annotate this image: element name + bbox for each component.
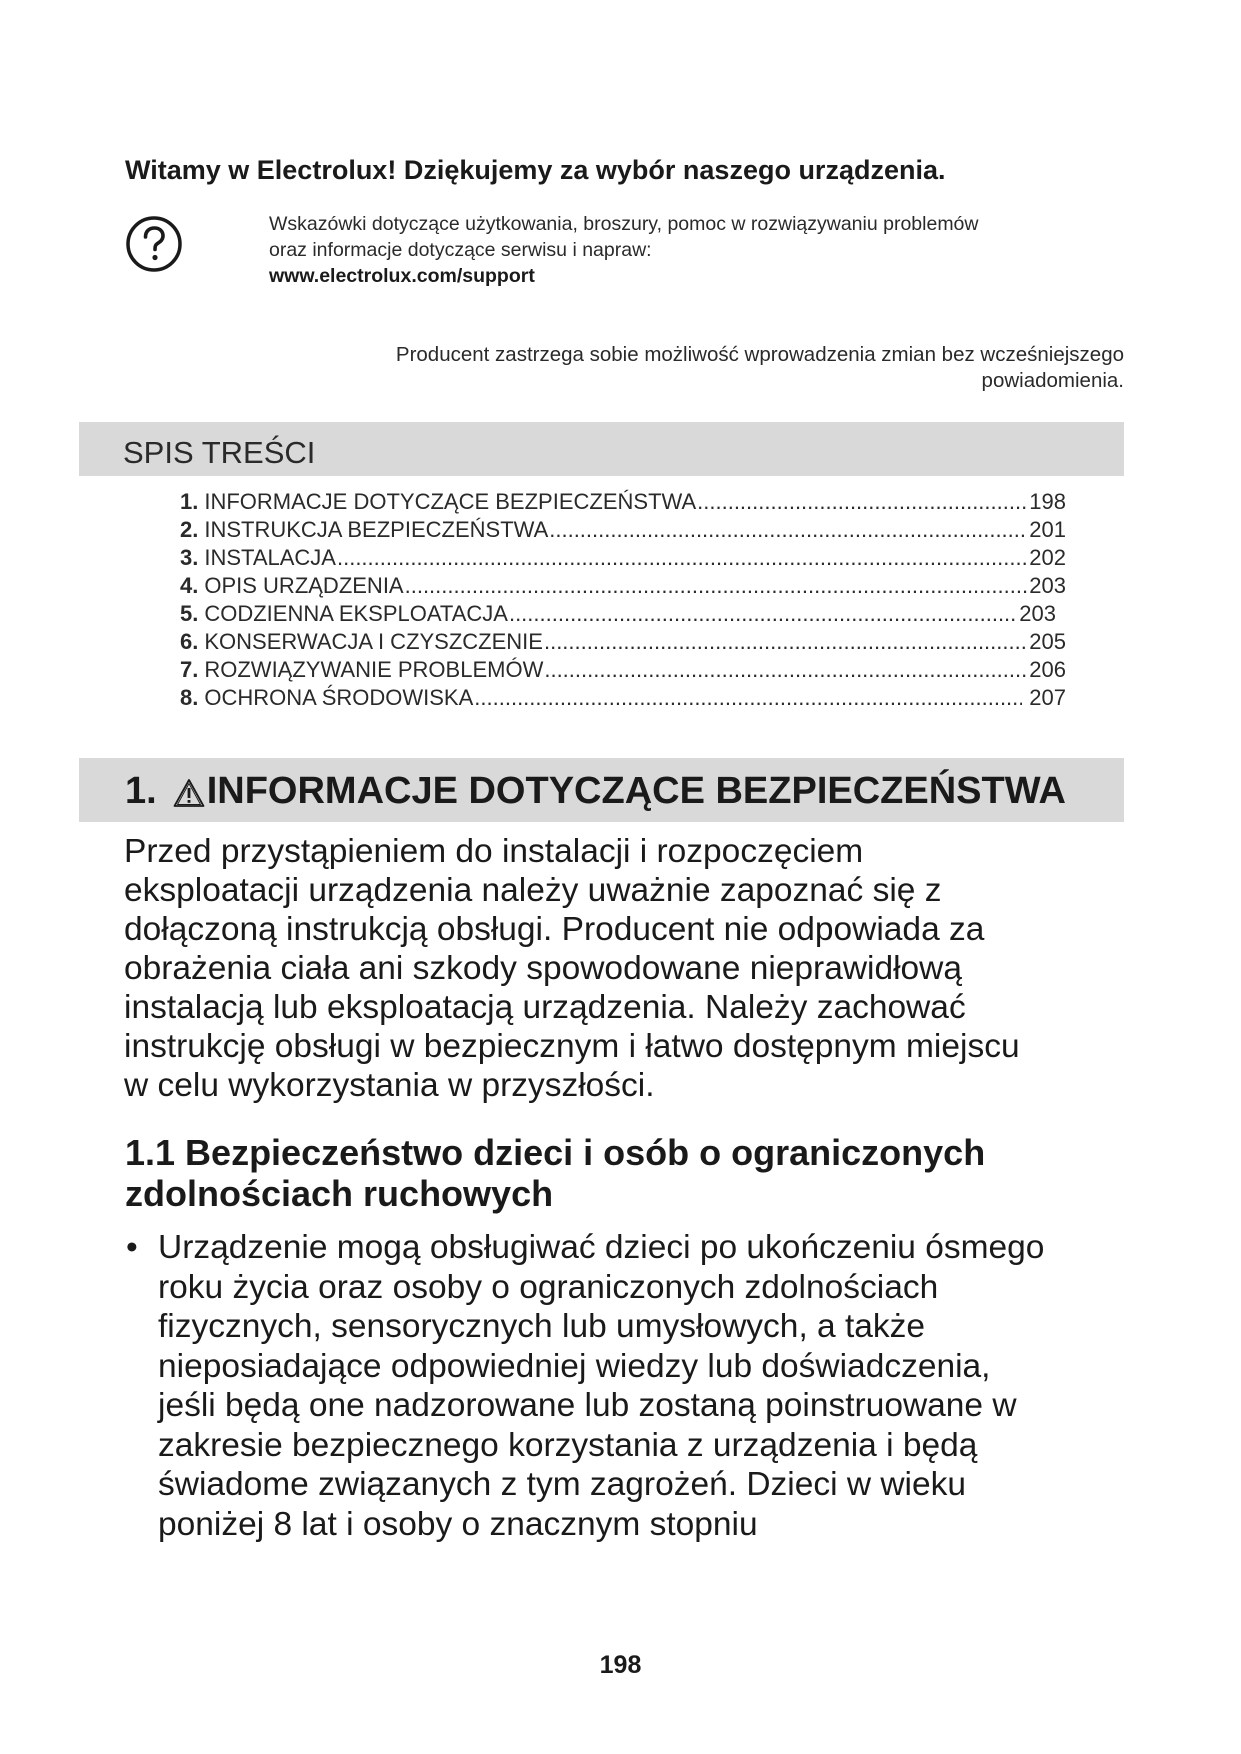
toc-item-number: 2. bbox=[180, 517, 199, 542]
warning-triangle-icon bbox=[173, 778, 205, 808]
intro-line: obrażenia ciała ani szkody spowodowane nieprawidłową bbox=[124, 950, 963, 987]
toc-item-label: OPIS URZĄDZENIA bbox=[204, 573, 404, 598]
bullet-line: świadome związanych z tym zagrożeń. Dzieci w wieku bbox=[158, 1466, 967, 1503]
toc-item[interactable] bbox=[180, 628, 1066, 656]
bullet-line: fizycznych, sensorycznych lub umysłowych, a także bbox=[158, 1308, 926, 1345]
support-line-1: Wskazówki dotyczące użytkowania, broszury, pomoc w rozwiązywaniu problemów bbox=[269, 213, 979, 235]
toc-item-page: 202 bbox=[1029, 545, 1066, 570]
disclaimer-line-1: Producent zastrzega sobie możliwość wprowadzenia zmian bez wcześniejszego bbox=[395, 343, 1124, 366]
support-url-link[interactable]: www.electrolux.com/support bbox=[269, 265, 535, 287]
bullet-line: poniżej 8 lat i osoby o znacznym stopniu bbox=[158, 1505, 758, 1543]
toc-item-label: INFORMACJE DOTYCZĄCE BEZPIECZEŃSTWA bbox=[204, 489, 697, 514]
toc-item-label: CODZIENNA EKSPLOATACJA bbox=[204, 601, 508, 626]
intro-line: eksploatacji urządzenia należy uważnie zapoznać się z bbox=[124, 872, 942, 909]
section-1-title bbox=[125, 770, 1066, 813]
disclaimer-line-2: powiadomienia. bbox=[981, 369, 1124, 392]
intro-line: instalacją lub eksploatacją urządzenia. Należy zachować bbox=[124, 989, 966, 1026]
intro-line: w celu wykorzystania w przyszłości. bbox=[124, 1067, 655, 1104]
toc-item-page: 203 bbox=[1019, 601, 1056, 626]
section-1-number: 1. bbox=[125, 770, 157, 812]
question-circle-icon bbox=[124, 214, 184, 274]
toc-item-page: 203 bbox=[1029, 573, 1066, 598]
toc-item-number: 7. bbox=[180, 657, 199, 682]
toc-item-number: 5. bbox=[180, 601, 199, 626]
toc-item-label: INSTALACJA bbox=[204, 545, 336, 570]
toc-item-number: 3. bbox=[180, 545, 199, 570]
toc-leader-dots bbox=[544, 656, 1028, 684]
disclaimer bbox=[224, 342, 1124, 394]
intro-line: instrukcję obsługi w bezpiecznym i łatwo dostępnym miejscu bbox=[124, 1028, 1020, 1065]
table-of-contents bbox=[180, 488, 1066, 712]
support-line-2: oraz informacje dotyczące serwisu i napraw: bbox=[269, 239, 652, 261]
bullet-line: roku życia oraz osoby o ograniczonych zdolnościach bbox=[158, 1268, 939, 1306]
toc-item-page: 205 bbox=[1029, 629, 1066, 654]
toc-leader-dots bbox=[337, 544, 1028, 572]
toc-item[interactable] bbox=[180, 684, 1066, 712]
toc-leader-dots bbox=[697, 488, 1028, 516]
toc-item-label: INSTRUKCJA BEZPIECZEŃSTWA bbox=[204, 517, 549, 542]
section-header-band bbox=[79, 758, 1124, 822]
page-number: 198 bbox=[599, 1651, 642, 1679]
support-info bbox=[269, 211, 978, 289]
toc-header-band bbox=[79, 422, 1124, 476]
bullet-line: zakresie bezpiecznego korzystania z urządzenia i będą bbox=[158, 1426, 978, 1464]
bullet-line: jeśli będą one nadzorowane lub zostaną poinstruowane w bbox=[158, 1387, 1017, 1424]
toc-item[interactable] bbox=[180, 572, 1066, 600]
subsection-title-line-2: zdolnościach ruchowych bbox=[125, 1173, 554, 1214]
toc-item-number: 1. bbox=[180, 489, 199, 514]
toc-leader-dots bbox=[549, 516, 1028, 544]
toc-leader-dots bbox=[509, 600, 1018, 628]
toc-item-page: 198 bbox=[1029, 489, 1066, 514]
toc-item-label: ROZWIĄZYWANIE PROBLEMÓW bbox=[204, 657, 544, 682]
toc-item-number: 8. bbox=[180, 685, 199, 710]
bullet-line: Urządzenie mogą obsługiwać dzieci po ukończeniu ósmego bbox=[158, 1229, 1045, 1266]
toc-item-page: 207 bbox=[1023, 685, 1066, 710]
subsection-title-line-1: 1.1 Bezpieczeństwo dzieci i osób o ograniczonych bbox=[125, 1132, 986, 1173]
toc-item-label: OCHRONA ŚRODOWISKA bbox=[204, 685, 474, 710]
intro-line: Przed przystąpieniem do instalacji i rozpoczęciem bbox=[124, 833, 864, 870]
toc-title: SPIS TREŚCI bbox=[123, 435, 316, 470]
toc-item[interactable] bbox=[180, 600, 1056, 628]
intro-line: dołączoną instrukcją obsługi. Producent nie odpowiada za bbox=[124, 911, 985, 948]
toc-item-label: KONSERWACJA I CZYSZCZENIE bbox=[204, 629, 543, 654]
toc-item-number: 4. bbox=[180, 573, 199, 598]
section-1-title-text: INFORMACJE DOTYCZĄCE BEZPIECZEŃSTWA bbox=[206, 770, 1066, 812]
toc-item[interactable] bbox=[180, 488, 1066, 516]
subsection-1-1-title bbox=[125, 1132, 1125, 1214]
toc-item-number: 6. bbox=[180, 629, 199, 654]
toc-item[interactable] bbox=[180, 516, 1066, 544]
toc-item-page: 206 bbox=[1029, 657, 1066, 682]
welcome-heading: Witamy w Electrolux! Dziękujemy za wybór naszego urządzenia. bbox=[125, 155, 946, 185]
toc-item[interactable] bbox=[180, 544, 1066, 572]
bullet-line: nieposiadające odpowiedniej wiedzy lub doświadczenia, bbox=[158, 1347, 991, 1385]
bullet-mark: • bbox=[126, 1229, 138, 1266]
toc-item[interactable] bbox=[180, 656, 1066, 684]
section-1-intro bbox=[124, 832, 1124, 1105]
bullet-item bbox=[126, 1228, 1158, 1544]
toc-item-page: 201 bbox=[1029, 517, 1066, 542]
toc-leader-dots bbox=[405, 572, 1029, 600]
toc-leader-dots bbox=[544, 628, 1028, 656]
toc-leader-dots bbox=[474, 684, 1022, 712]
